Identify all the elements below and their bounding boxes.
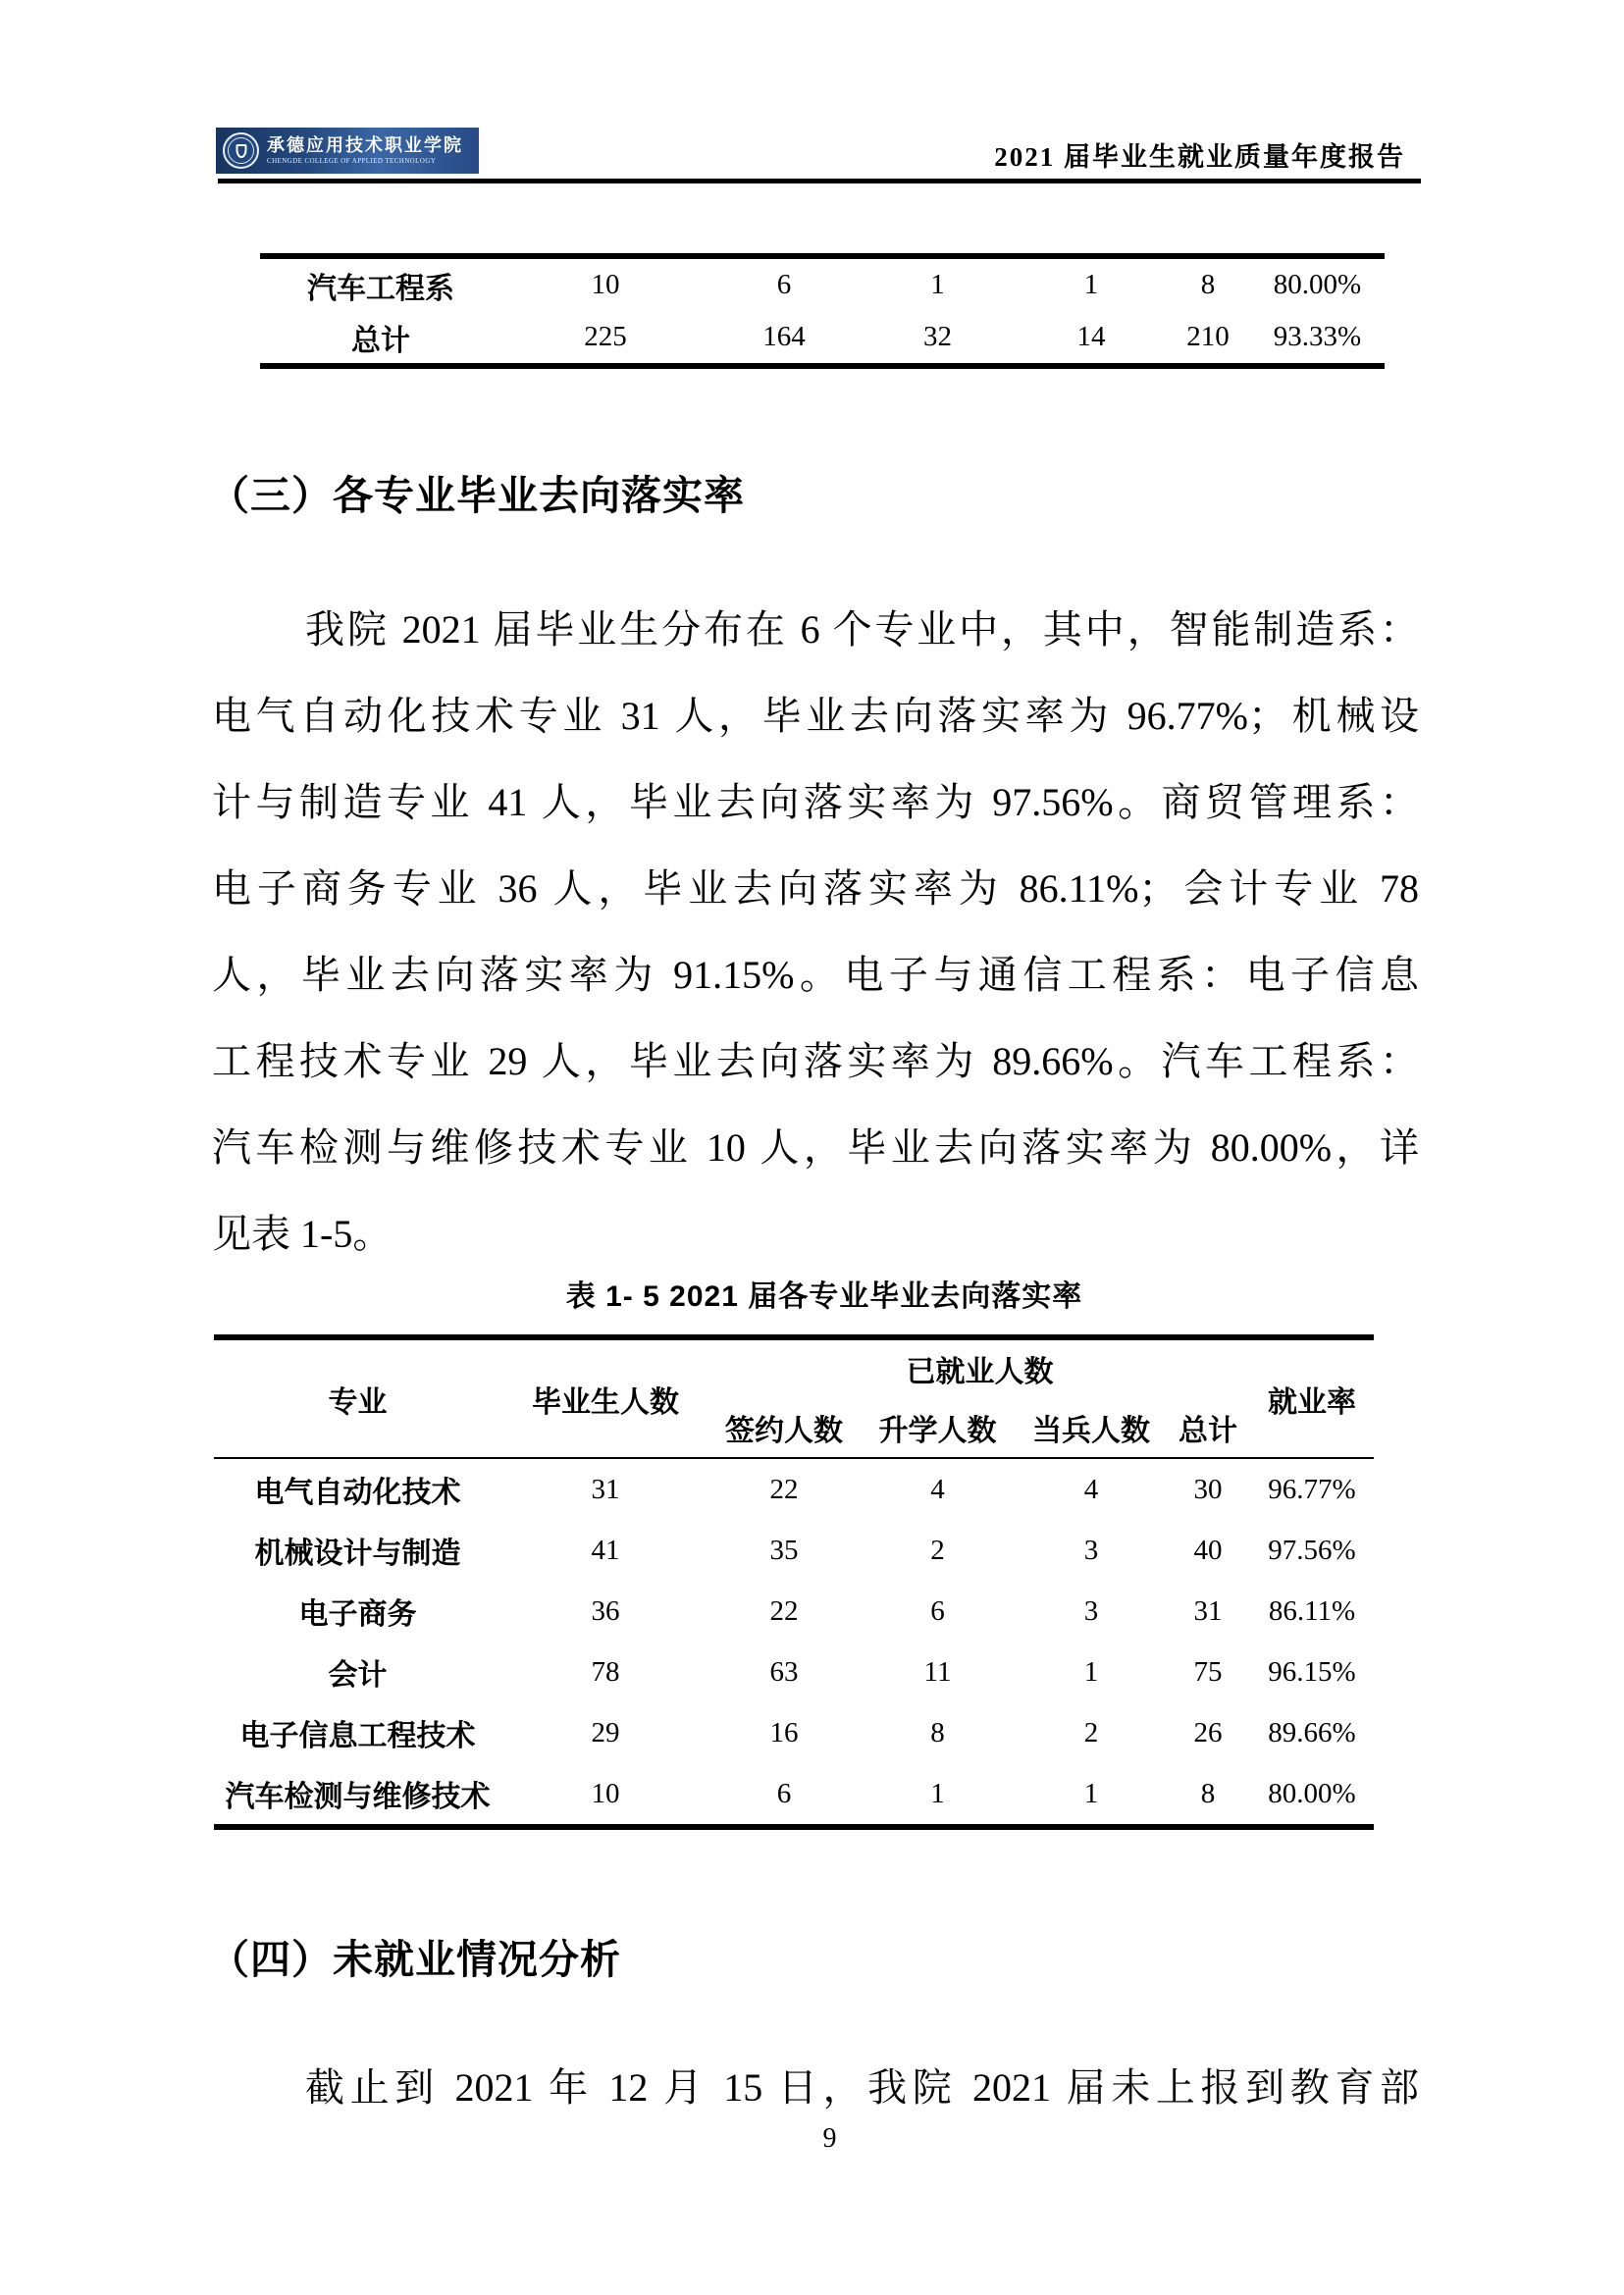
cell: 93.33% xyxy=(1273,321,1362,352)
cell: 164 xyxy=(762,321,806,352)
col-header-rate: 就业率 xyxy=(1268,1385,1356,1419)
cell: 40 xyxy=(1193,1534,1223,1566)
cell: 78 xyxy=(591,1655,620,1688)
college-logo-banner xyxy=(216,128,479,174)
cell: 22 xyxy=(769,1594,799,1627)
section-four-paragraph xyxy=(212,2045,1419,2131)
cell: 22 xyxy=(769,1473,799,1505)
table-row xyxy=(214,1458,1374,1520)
cell: 225 xyxy=(584,321,627,352)
section-four-heading: （四）未就业情况分析 xyxy=(209,1937,621,1982)
col-header-further-study: 升学人数 xyxy=(878,1414,997,1447)
col-header-employed-group: 已就业人数 xyxy=(906,1356,1054,1388)
college-name-block xyxy=(267,136,463,165)
paragraph-line: 计与制造专业 41 人，毕业去向落实率为 97.56%。商贸管理系： xyxy=(212,780,1419,824)
report-header-title: 2021 届毕业生就业质量年度报告 xyxy=(994,142,1405,172)
table-row xyxy=(214,1520,1374,1581)
cell: 97.56% xyxy=(1268,1534,1356,1566)
table-row-total xyxy=(260,311,1385,366)
cell: 3 xyxy=(1083,1534,1099,1566)
cell: 4 xyxy=(930,1473,945,1505)
college-emblem-icon xyxy=(223,132,259,169)
cell: 210 xyxy=(1186,321,1230,352)
table-1-4-fragment xyxy=(260,253,1385,369)
cell: 80.00% xyxy=(1273,269,1362,300)
paragraph-line: 见表 1-5。 xyxy=(212,1212,393,1256)
cell: 2 xyxy=(1083,1716,1099,1748)
paragraph-line: 截止到 2021 年 12 月 15 日，我院 2021 届未上报到教育部 xyxy=(305,2065,1419,2110)
cell: 96.15% xyxy=(1268,1655,1356,1688)
row-label: 汽车检测与维修技术 xyxy=(225,1781,491,1813)
cell: 11 xyxy=(923,1655,952,1688)
cell: 1 xyxy=(1083,269,1099,300)
col-header-subtotal: 总计 xyxy=(1179,1414,1237,1447)
section-three-paragraph xyxy=(212,587,1419,1278)
cell: 75 xyxy=(1193,1655,1223,1688)
table-1-5-header xyxy=(214,1337,1374,1458)
cell: 3 xyxy=(1083,1594,1099,1627)
cell: 1 xyxy=(1083,1777,1099,1809)
cell: 8 xyxy=(1200,269,1216,300)
table-row xyxy=(214,1702,1374,1763)
cell: 26 xyxy=(1193,1716,1223,1748)
cell: 30 xyxy=(1193,1473,1223,1505)
cell: 41 xyxy=(591,1534,620,1566)
row-label: 电子商务 xyxy=(298,1598,417,1631)
paragraph-line: 电子商务专业 36 人，毕业去向落实率为 86.11%；会计专业 78 xyxy=(212,866,1419,911)
header-divider xyxy=(218,179,1421,183)
cell: 89.66% xyxy=(1268,1716,1356,1748)
row-label: 汽车工程系 xyxy=(307,272,454,305)
col-header-military: 当兵人数 xyxy=(1032,1414,1150,1447)
college-name-cn: 承德应用技术职业学院 xyxy=(267,135,463,155)
table-1-5 xyxy=(214,1334,1374,1830)
cell: 63 xyxy=(769,1655,799,1688)
table-row xyxy=(214,1581,1374,1642)
cell: 6 xyxy=(776,269,792,300)
col-header-signed: 签约人数 xyxy=(725,1414,843,1447)
cell: 1 xyxy=(930,1777,945,1809)
cell: 6 xyxy=(776,1777,792,1809)
cell: 80.00% xyxy=(1268,1777,1356,1809)
cell: 31 xyxy=(1193,1594,1223,1627)
col-header-graduates: 毕业生人数 xyxy=(532,1385,679,1419)
cell: 16 xyxy=(769,1716,799,1748)
cell: 6 xyxy=(930,1594,945,1627)
paragraph-line: 工程技术专业 29 人，毕业去向落实率为 89.66%。汽车工程系： xyxy=(212,1039,1419,1083)
paragraph-line: 我院 2021 届毕业生分布在 6 个专业中，其中，智能制造系： xyxy=(305,607,1419,652)
college-name-en: CHENGDE COLLEGE OF APPLIED TECHNOLOGY xyxy=(267,157,437,165)
section-three-heading: （三）各专业毕业去向落实率 xyxy=(209,473,745,518)
paragraph-line: 人，毕业去向落实率为 91.15%。电子与通信工程系：电子信息 xyxy=(212,953,1419,997)
row-label: 总计 xyxy=(351,324,410,357)
cell: 1 xyxy=(930,269,945,300)
cell: 10 xyxy=(591,269,620,300)
cell: 8 xyxy=(930,1716,945,1748)
header-row-group xyxy=(214,1337,1374,1397)
cell: 35 xyxy=(769,1534,799,1566)
row-label: 电子信息工程技术 xyxy=(239,1720,476,1752)
cell: 86.11% xyxy=(1268,1594,1356,1627)
cell: 10 xyxy=(591,1777,620,1809)
table-row xyxy=(214,1642,1374,1702)
row-label: 电气自动化技术 xyxy=(254,1477,461,1509)
paragraph-line: 电气自动化技术专业 31 人，毕业去向落实率为 96.77%；机械设 xyxy=(212,694,1419,738)
cell: 36 xyxy=(591,1594,620,1627)
table-1-5-caption: 表 1- 5 2021 届各专业毕业去向落实率 xyxy=(565,1280,1083,1313)
cell: 1 xyxy=(1083,1655,1099,1688)
table-row xyxy=(214,1763,1374,1827)
cell: 8 xyxy=(1200,1777,1216,1809)
row-label: 会计 xyxy=(328,1659,388,1692)
paragraph-line: 汽车检测与维修技术专业 10 人，毕业去向落实率为 80.00%，详 xyxy=(212,1125,1419,1170)
row-label: 机械设计与制造 xyxy=(254,1538,461,1570)
page-number: 9 xyxy=(822,2123,837,2154)
cell: 14 xyxy=(1076,321,1106,352)
col-header-major: 专业 xyxy=(328,1385,388,1419)
cell: 31 xyxy=(591,1473,620,1505)
table-row xyxy=(260,256,1385,311)
cell: 96.77% xyxy=(1268,1473,1356,1505)
cell: 29 xyxy=(591,1716,620,1748)
cell: 32 xyxy=(923,321,952,352)
cell: 4 xyxy=(1083,1473,1099,1505)
cell: 2 xyxy=(930,1534,945,1566)
